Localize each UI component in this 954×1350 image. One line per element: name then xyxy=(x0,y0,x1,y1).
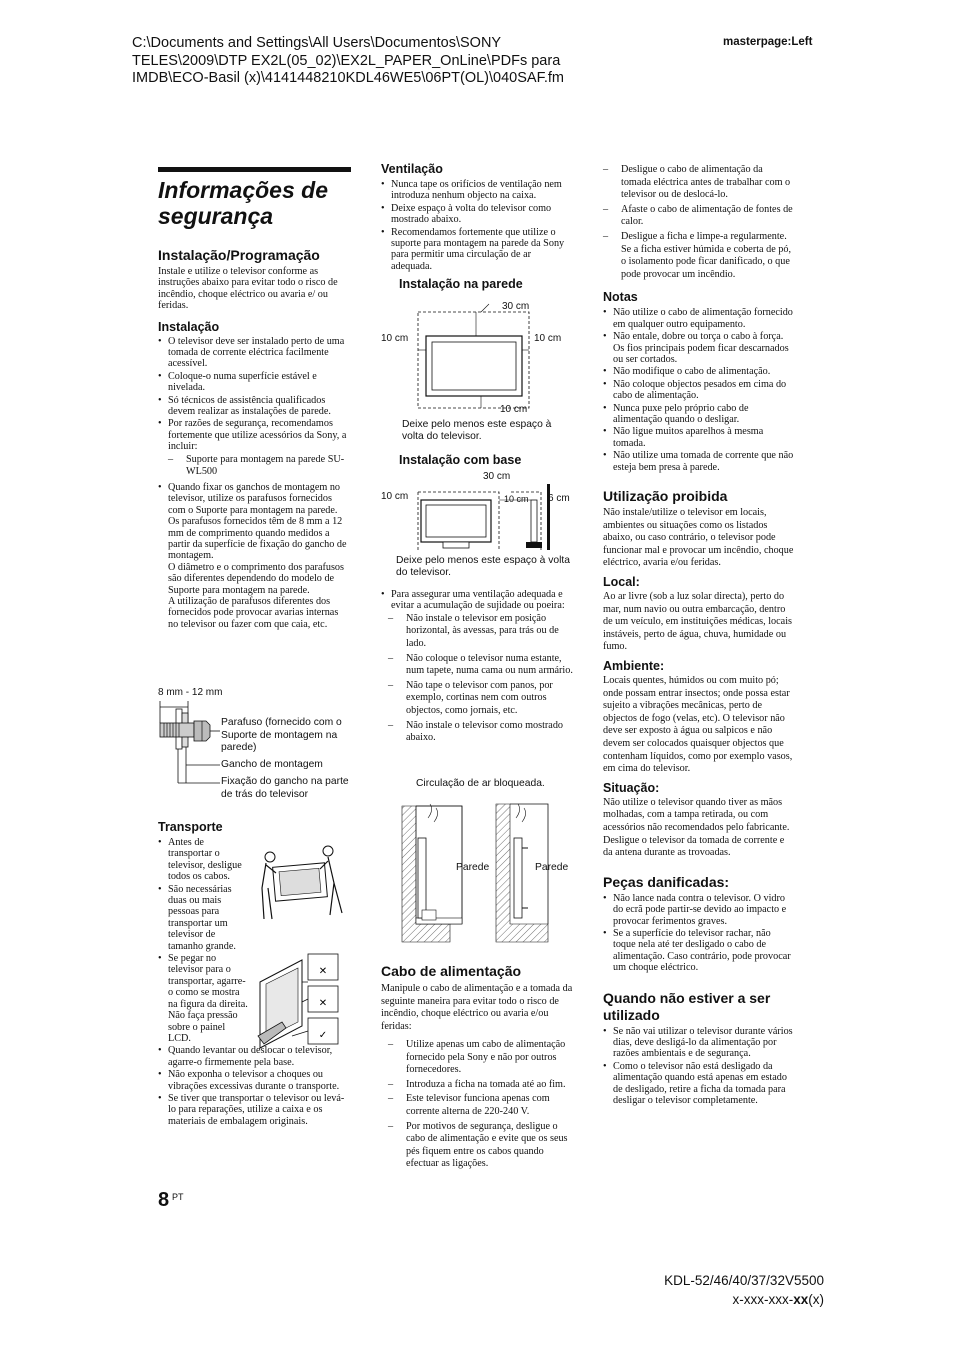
ventilation-list xyxy=(381,179,573,272)
stand-clearance-caption: Deixe pelo menos este espaço à volta do televisor. xyxy=(396,555,571,578)
ambiente-text: Locais quentes, húmidos ou com muito pó; onde possam entrar insectos; onde possa estar sujeito a vibrações mecânicas, perto de objectos de fogo (velas, etc). O televisor não deve ser exposto à água ou salpicos e não devem ser colocados quaisquer objectos que contenham líquidos, como por exemplo vasos, em cima do televisor. xyxy=(603,674,793,775)
list-item: • Não lance nada contra o televisor. O vidro do ecrã pode partir-se devido ao impacto e provocar ferimentos graves. xyxy=(603,893,795,927)
list-item: • Coloque-o numa superfície estável e nivelada. xyxy=(158,371,350,394)
stand-left-clearance: 10 cm xyxy=(381,491,409,502)
svg-text:✕: ✕ xyxy=(318,998,328,1009)
transport-list-wide xyxy=(158,1045,350,1127)
column-2 xyxy=(381,162,573,292)
screw-paragraph: • Quando fixar os ganchos de montagem no televisor, utilize os parafusos fornecidos com o Suporte para montagem na parede. Os parafusos fornecidos têm de 8 mm a 12 mm de comprimento quando medidos a partir da superfície de fixação do gancho de montagem. xyxy=(168,481,347,562)
list-item: • Não ligue muitos aparelhos à mesma tomada. xyxy=(603,426,795,449)
list-subitem: – Por motivos de segurança, desligue o cabo de alimentação e evite que os seus pés fiquem entre os cabos quando efectuar as ligações. xyxy=(381,1121,573,1171)
svg-text:✓: ✓ xyxy=(318,1030,328,1041)
list-item: • Nunca puxe pelo próprio cabo de alimentação quando o desligar. xyxy=(603,403,795,426)
section-heading-installation: Instalação/Programação xyxy=(158,247,320,263)
wall-left-clearance: 10 cm xyxy=(381,333,409,344)
stand-right-clearance: 10 cm xyxy=(504,494,529,504)
list-subitem: – Este televisor funciona apenas com corrente alterna de 220-240 V. xyxy=(381,1093,573,1118)
transport-list-narrow xyxy=(158,837,250,1044)
wall-label: Parede xyxy=(535,862,569,873)
wall-label: Parede xyxy=(456,862,490,873)
list-subitem: – Suporte para montagem na parede SU-WL500 xyxy=(168,454,350,479)
list-subitem: – Desligue a ficha e limpe-a regularmente. Se a ficha estiver húmida e coberta de pó, o isolamento pode ficar danificado, o que pode provocar um incêndio. xyxy=(603,231,795,281)
section-heading-prohibited-use: Utilização proibida xyxy=(603,488,728,505)
list-item: • Só técnicos de assistência qualificados devem realizar as instalações de parede. xyxy=(158,395,350,418)
wall-install-diagram xyxy=(381,298,573,448)
model-number: KDL-52/46/40/37/32V5500 xyxy=(664,1273,824,1288)
airflow-dash-list xyxy=(381,613,573,745)
list-item: • Se pegar no televisor para o transportar, agarre-o como se mostra na figura da direita. Não faça pressão sobre o painel LCD. xyxy=(158,953,250,1044)
title-rule xyxy=(158,167,351,172)
list-subitem: – Não coloque o televisor numa estante, num tapete, numa cama ou num armário. xyxy=(381,653,573,678)
subheading-wall-install: Instalação na parede xyxy=(399,277,523,292)
code-prefix: x-xxx-xxx- xyxy=(732,1292,794,1307)
list-item: • Não entale, dobre ou torça o cabo à força. Os fios principais podem ficar descarnados ou ser cortados. xyxy=(603,331,795,365)
stand-clearance-illustration xyxy=(381,470,576,550)
column-1 xyxy=(158,247,350,631)
wall-clearance-caption: Deixe pelo menos este espaço à volta do televisor. xyxy=(402,419,552,442)
tv-grip-illustration xyxy=(252,952,348,1052)
list-item: • São necessárias duas ou mais pessoas para transportar um televisor de tamanho grande. xyxy=(158,884,250,952)
subheading-transporte: Transporte xyxy=(158,820,223,834)
list-item-text: Para assegurar uma ventilação adequada e evitar a acumulação de sujidade ou poeira: xyxy=(391,589,565,612)
power-cord-intro: Manipule o cabo de alimentação e a tomada da seguinte maneira para evitar todo o risco de incêndio, choque eléctrico ou avaria e/ou feridas: xyxy=(381,983,573,1032)
subheading-stand-install: Instalação com base xyxy=(399,453,522,467)
list-item xyxy=(381,589,573,612)
installation-intro: Instale e utilize o televisor conforme as instruções abaixo para evitar todo o risco de incêndio, choque eléctrico ou avaria e/ ou feridas. xyxy=(158,266,338,312)
page-title xyxy=(158,177,328,229)
local-text: Ao ar livre (sob a luz solar directa), perto do mar, num navio ou outra embarcação, dentro de um veículo, em instituições médicas, locais instáveis, perto de água, chuva, humidade ou fumo. xyxy=(603,591,792,653)
airflow-section xyxy=(381,589,573,748)
subheading-instalacao: Instalação xyxy=(158,319,220,334)
list-subitem: – Afaste o cabo de alimentação de fontes de calor. xyxy=(603,204,795,229)
masterpage-label: masterpage:Left xyxy=(723,36,813,48)
svg-text:✕: ✕ xyxy=(318,966,328,977)
prohibited-use-text: Não instale/utilize o televisor em locais, ambientes ou situações como os listados abaixo, ou caso contrário, o televisor pode funcionar mal e provocar um incêndio, choque eléctrico, avaria e/ou feridas. xyxy=(603,507,794,569)
list-item: • Antes de transportar o televisor, desligue todos os cabos. xyxy=(158,837,250,883)
wall-right-clearance: 10 cm xyxy=(534,333,562,344)
list-item: • Se não vai utilizar o televisor durante vários dias, deve desligá-lo da alimentação por razões ambientais e de segurança. xyxy=(603,1026,795,1060)
subheading-local: Local: xyxy=(603,575,640,589)
list-item: • Nunca tape os orifícios de ventilação nem introduza nenhum objecto na caixa. xyxy=(381,179,573,202)
heading-line: utilizado xyxy=(603,1006,660,1023)
list-subitem: – Introduza a ficha na tomada até ao fim. xyxy=(381,1079,573,1092)
heading-line: Quando não estiver a ser xyxy=(603,989,771,1006)
subheading-ventilacao: Ventilação xyxy=(381,162,443,176)
code-suffix: (x) xyxy=(808,1292,824,1307)
screw-diagram xyxy=(158,687,358,802)
page-title-line: segurança xyxy=(158,203,274,229)
list-item: • Não coloque objectos pesados em cima do cabo de alimentação. xyxy=(603,379,795,402)
damaged-parts-list xyxy=(603,893,795,974)
stand-top-clearance: 30 cm xyxy=(483,471,511,482)
subheading-ambiente: Ambiente: xyxy=(603,658,665,673)
power-cord-dash-list-cont xyxy=(603,164,795,281)
subheading-notas: Notas xyxy=(603,290,638,305)
screw-paragraph: O diâmetro e o comprimento dos parafusos são diferentes dependendo do modelo de Suporte para montagem na parede. xyxy=(168,561,344,596)
file-path-line: C:\Documents and Settings\All Users\Documentos\SONY xyxy=(132,35,502,51)
list-item: • Se a superfície do televisor rachar, não toque nela até ter desligado o cabo de alimentação. Caso contrário, pode provocar um choque eléctrico. xyxy=(603,928,795,974)
people-carrying-tv-illustration xyxy=(258,843,348,923)
stand-install-diagram xyxy=(381,470,576,585)
list-subitem: – Não tape o televisor com panos, por exemplo, cortinas nem com outros objectos, como jornais, etc. xyxy=(381,680,573,718)
list-item: • Como o televisor não está desligado da alimentação quando está apenas em estado de desligado, retire a ficha da tomada para desligar o televisor completamente. xyxy=(603,1061,795,1107)
list-item: • Recomendamos fortemente que utilize o suporte para montagem na parede da Sony para permitir uma circulação de ar adequada. xyxy=(381,227,573,273)
page-title-line: Informações de xyxy=(158,177,328,203)
list-item: • Não exponha o televisor a choques ou vibrações excessivas durante o transporte. xyxy=(158,1069,350,1092)
airflow-list xyxy=(381,589,573,612)
screw-label: Parafuso (fornecido com o Suporte de montagem na parede) xyxy=(221,717,342,753)
list-item: • Não utilize uma tomada de corrente que não esteja bem presa à parede. xyxy=(603,450,795,473)
file-path-line: IMDB\ECO-Basil (x)\4141448210KDL46WE5\06PT(OL)\040SAF.fm xyxy=(132,70,564,86)
screw-length-label: 8 mm - 12 mm xyxy=(158,687,223,698)
hook-fixing-label: Fixação do gancho na parte de trás do televisor xyxy=(221,776,349,800)
instalacao-list xyxy=(158,336,350,631)
list-subitem: – Desligue o cabo de alimentação da tomada eléctrica antes de trabalhar com o televisor ou de deslocá-lo. xyxy=(603,164,795,202)
list-subitem: – Não instale o televisor em posição horizontal, às avessas, para trás ou de lado. xyxy=(381,613,573,651)
power-cord-section xyxy=(381,963,573,1174)
stand-back-clearance: 6 cm xyxy=(548,493,570,504)
wall-top-clearance: 30 cm xyxy=(502,301,530,312)
list-item: • O televisor deve ser instalado perto de uma tomada de corrente eléctrica facilmente acessível. xyxy=(158,336,350,370)
wall-clearance-illustration xyxy=(381,298,573,418)
situacao-text: Não utilize o televisor quando tiver as mãos molhadas, com a tampa retirada, ou com acessórios não recomendados pelo fabricante. Desligue o televisor da tomada de corrente e da antena durante as trovoadas. xyxy=(603,796,790,859)
screw-illustration xyxy=(158,701,228,771)
list-item: • Quando levantar ou deslocar o televisor, agarre-o firmemente pela base. xyxy=(158,1045,350,1068)
section-heading-when-unused xyxy=(603,990,795,1024)
file-path-header xyxy=(132,35,692,88)
list-item: • Se tiver que transportar o televisor ou levá-lo para reparações, utilize a caixa e os materiais de embalagem originais. xyxy=(158,1093,350,1127)
section-heading-damaged-parts: Peças danificadas: xyxy=(603,873,730,890)
column-3 xyxy=(603,163,795,1107)
screw-paragraph: A utilização de parafusos diferentes dos fornecidos pode provocar avarias internas no televisor ou fazer com que caia, etc. xyxy=(168,595,339,630)
subheading-situacao: Situação: xyxy=(603,780,660,795)
power-cord-dash-list xyxy=(381,1039,573,1171)
page-language: PT xyxy=(172,1192,184,1202)
file-path-line: TELES\2009\DTP EX2L(05_02)\EX2L_PAPER_OnLine\PDFs para xyxy=(132,52,561,69)
blocked-airflow-caption: Circulação de ar bloqueada. xyxy=(416,778,545,789)
wall-bottom-clearance: 10 cm xyxy=(500,404,528,415)
notes-list xyxy=(603,307,795,473)
page-number: 8 xyxy=(158,1189,170,1211)
list-item-text: Por razões de segurança, recomendamos fortemente que utilize acessórios da Sony, a incluir: xyxy=(168,418,347,453)
hook-label: Gancho de montagem xyxy=(221,759,323,770)
list-subitem: – Utilize apenas um cabo de alimentação fornecido pela Sony e não por outros fornecedores. xyxy=(381,1039,573,1077)
list-item: • Deixe espaço à volta do televisor como mostrado abaixo. xyxy=(381,203,573,226)
list-subitem: – Não instale o televisor como mostrado abaixo. xyxy=(381,720,573,745)
document-code xyxy=(732,1292,824,1307)
code-bold: xx xyxy=(793,1292,809,1307)
list-item: • Não modifique o cabo de alimentação. xyxy=(603,366,795,377)
list-item xyxy=(158,418,350,478)
section-heading-power-cord: Cabo de alimentação xyxy=(381,963,522,979)
list-item xyxy=(158,482,350,630)
when-unused-list xyxy=(603,1026,795,1107)
list-item: • Não utilize o cabo de alimentação fornecido em qualquer outro equipamento. xyxy=(603,307,795,330)
